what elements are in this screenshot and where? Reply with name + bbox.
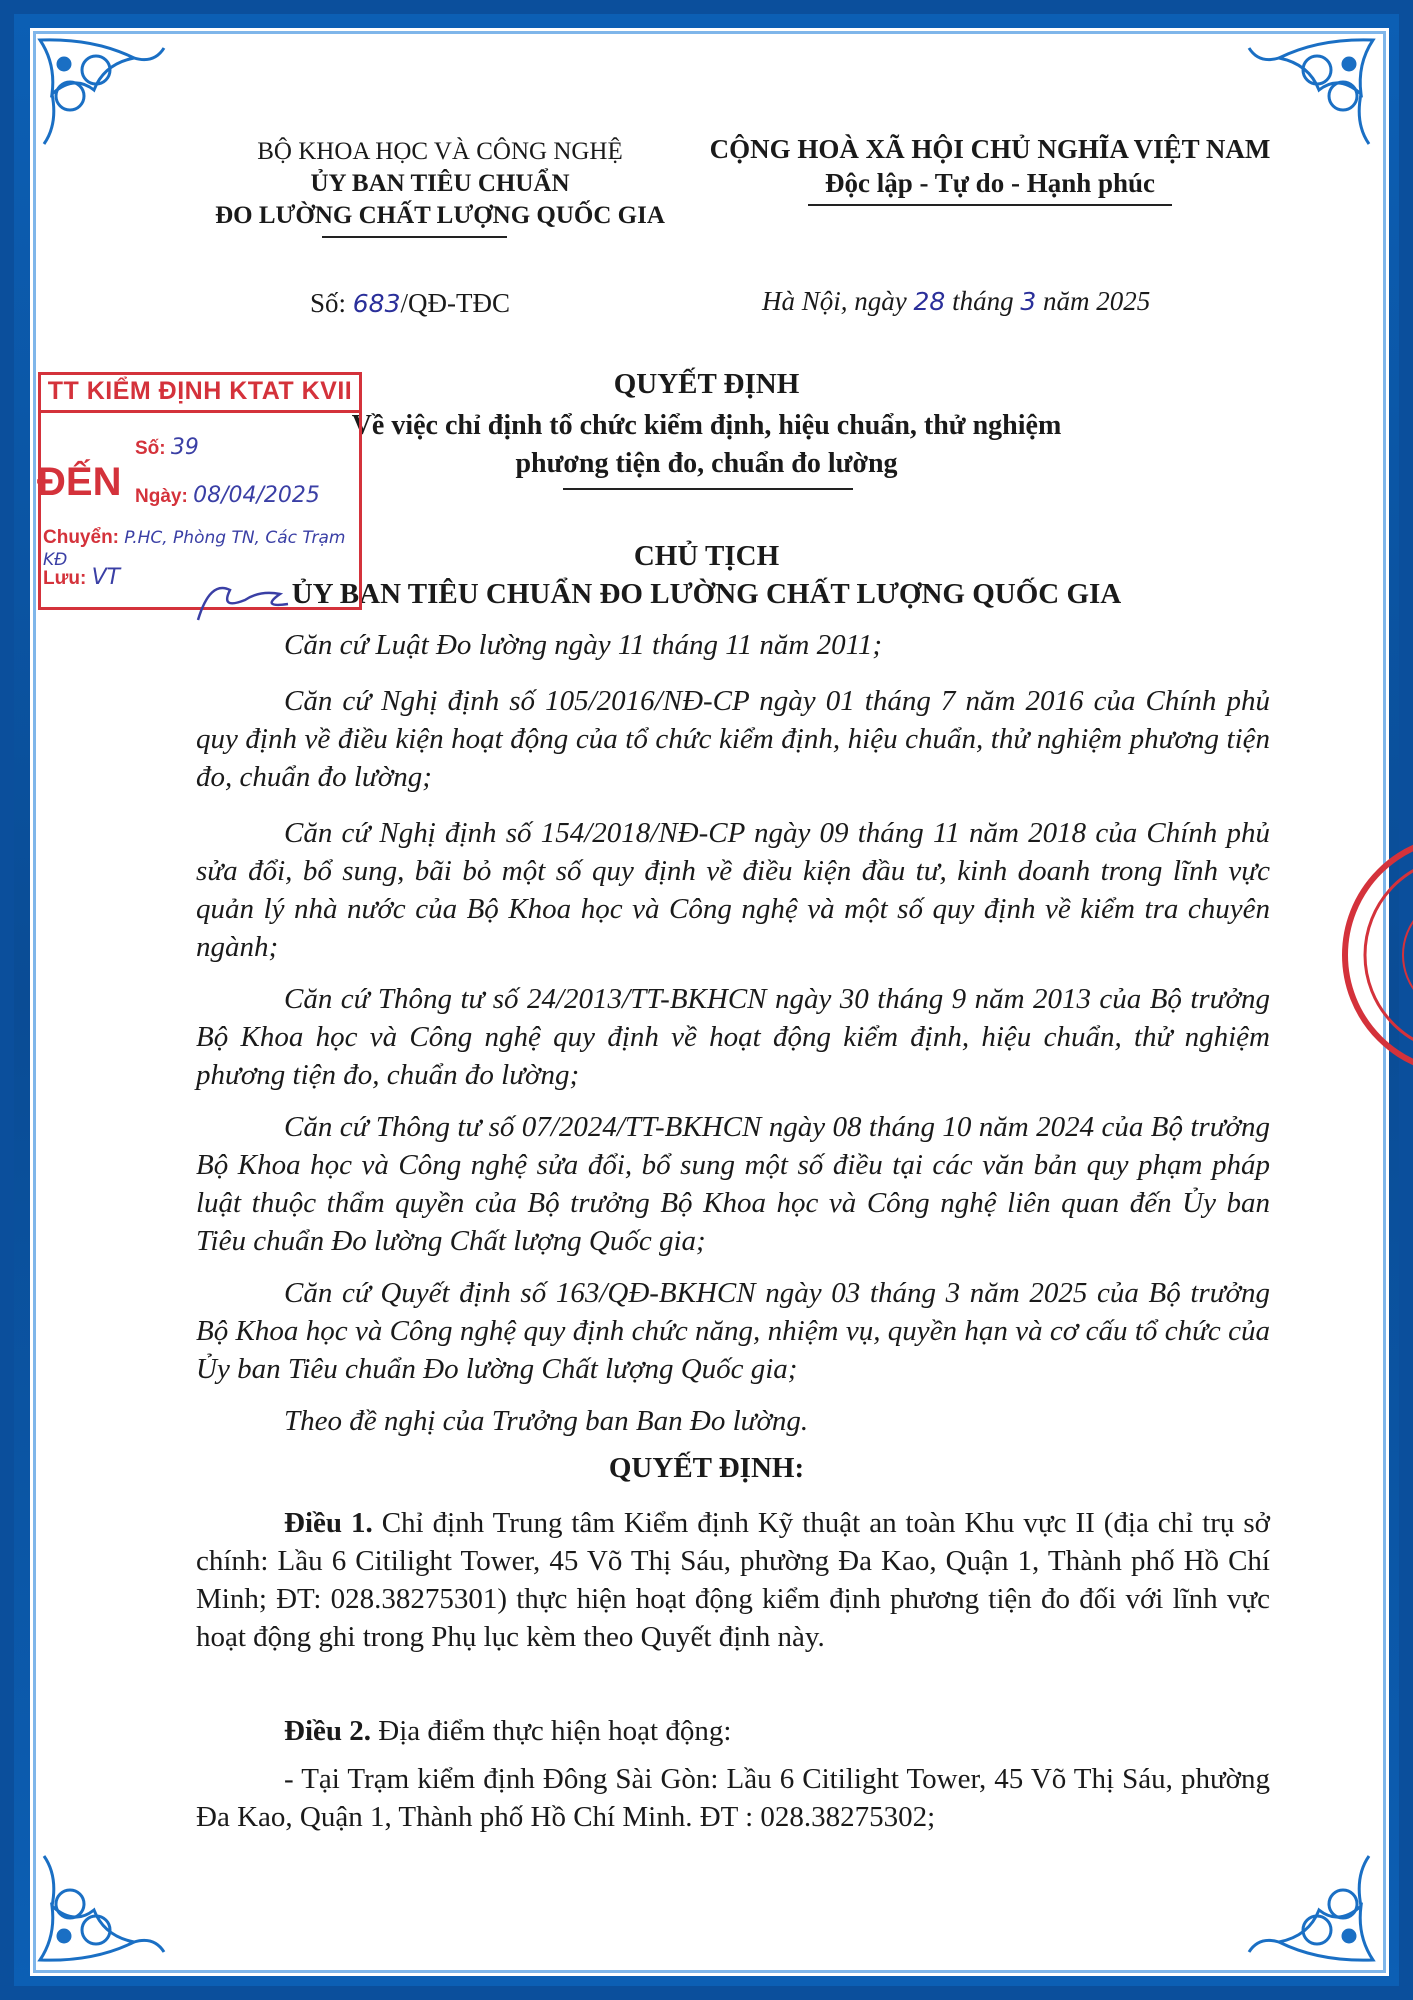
article-2 [196,1712,1270,1750]
article-2-label: Điều 2. [284,1715,371,1747]
date-place: Hà Nội, ngày [762,286,907,316]
stamp-luu-label: Lưu: [43,568,87,589]
article-1 [196,1504,1270,1656]
country-name: CỘNG HOÀ XÃ HỘI CHỦ NGHĨA VIỆT NAM [709,134,1271,164]
article-2-text: Địa điểm thực hiện hoạt động: [378,1715,732,1747]
stamp-chuyen-value: P.HC, Phòng TN, Các Trạm KĐ [43,528,346,570]
preamble-5 [196,1108,1270,1260]
signature-icon [190,560,300,630]
preamble-text: Theo đề nghị của Trưởng ban Ban Đo lường. [284,1405,809,1437]
stamp-so [135,435,199,460]
chairman-title: CHỦ TỊCH [633,540,780,572]
decision-subject-line1: Về việc chỉ định tổ chức kiểm định, hiệu chuẩn, thử nghiệm [351,410,1062,441]
article-2-item-text: - Tại Trạm kiểm định Đông Sài Gòn: Lầu 6 Citilight Tower, 45 Võ Thị Sáu, phường Đa Kao, Quận 1, Thành phố Hồ Chí Minh. ĐT : 028.38275302; [196,1763,1270,1833]
preamble-text: Căn cứ Nghị định số 154/2018/NĐ-CP ngày 09 tháng 11 năm 2018 của Chính phủ sửa đổi, bổ sung, bãi bỏ một số quy định về điều kiện đầu tư, kinh doanh trong lĩnh vực quản lý nhà nước của Bộ Khoa học và Công nghệ và một số quy định về kiểm tra chuyên ngành; [196,817,1270,963]
article-2-item [196,1760,1270,1836]
preamble-text: Căn cứ Thông tư số 07/2024/TT-BKHCN ngày 08 tháng 10 năm 2024 của Bộ trưởng Bộ Khoa học và Công nghệ sửa đổi, bổ sung một số điều tại các văn bản quy phạm pháp luật thuộc thẩm quyền của Bộ trưởng Bộ Khoa học và Công nghệ liên quan đến Ủy ban Tiêu chuẩn Đo lường Chất lượng Quốc gia; [196,1111,1270,1257]
date-month-label: tháng [952,286,1014,316]
stamp-title: TT KIỂM ĐỊNH KTAT KVII [41,377,359,413]
stamp-chuyen-label: Chuyển: [43,527,119,548]
preamble-text: Căn cứ Quyết định số 163/QĐ-BKHCN ngày 03 tháng 3 năm 2025 của Bộ trưởng Bộ Khoa học và Công nghệ quy định chức năng, nhiệm vụ, quyền hạn và cơ cấu tổ chức của Ủy ban Tiêu chuẩn Đo lường Chất lượng Quốc gia; [196,1277,1270,1385]
article-1-label: Điều 1. [284,1507,373,1539]
article-1-text: Chỉ định Trung tâm Kiểm định Kỹ thuật an toàn Khu vực II (địa chỉ trụ sở chính: Lầu 6 Citilight Tower, 45 Võ Thị Sáu, phường Đa Kao, Quận 1, Thành phố Hồ Chí Minh; ĐT: 028.38275301) thực hiện hoạt động kiểm định phương tiện đo đối với lĩnh vực hoạt động ghi trong Phụ lục kèm theo Quyết định này. [196,1507,1271,1653]
document-number [310,288,510,319]
number-value: 683 [352,289,401,318]
preamble-4 [196,980,1270,1094]
ministry-name: BỘ KHOA HỌC VÀ CÔNG NGHỆ [257,138,623,165]
stamp-ngay-value: 08/04/2025 [193,483,320,508]
stamp-den: ĐẾN [37,460,122,504]
issuer-underline [322,236,507,238]
committee-title: ỦY BAN TIÊU CHUẨN ĐO LƯỜNG CHẤT LƯỢNG QUỐC GIA [291,578,1122,610]
stamp-so-value: 39 [170,435,199,460]
committee-line1: ỦY BAN TIÊU CHUẨN [310,170,570,197]
national-motto: Độc lập - Tự do - Hạnh phúc [824,168,1156,198]
document-date [762,286,1150,317]
date-month: 3 [1020,287,1037,316]
committee-line2: ĐO LƯỜNG CHẤT LƯỢNG QUỐC GIA [215,202,665,229]
stamp-luu [43,565,120,590]
motto-underline [808,204,1172,206]
number-suffix: /QĐ-TĐC [400,288,510,318]
preamble-text: Căn cứ Thông tư số 24/2013/TT-BKHCN ngày 30 tháng 9 năm 2013 của Bộ trưởng Bộ Khoa học và Công nghệ quy định về hoạt động kiểm định, hiệu chuẩn, thử nghiệm phương tiện đo, chuẩn đo lường; [196,983,1270,1091]
preamble-2 [196,682,1270,796]
preamble-text: Căn cứ Nghị định số 105/2016/NĐ-CP ngày 01 tháng 7 năm 2016 của Chính phủ quy định về điều kiện hoạt động của tổ chức kiểm định, hiệu chuẩn, thử nghiệm phương tiện đo, chuẩn đo lường; [196,685,1270,793]
decision-subject-line2: phương tiện đo, chuẩn đo lường [515,448,898,479]
decision-heading: QUYẾT ĐỊNH: [608,1452,805,1484]
decision-title: QUYẾT ĐỊNH [613,368,800,400]
preamble-3 [196,814,1270,966]
date-day: 28 [913,287,946,316]
issuer-block [190,136,690,232]
subject-underline [563,488,853,490]
preamble-6 [196,1274,1270,1388]
preamble-7 [196,1402,1270,1440]
official-seal-icon [1333,835,1413,1075]
stamp-ngay [135,483,320,508]
stamp-so-label: Số: [135,438,166,459]
national-header [690,132,1290,200]
stamp-ngay-label: Ngày: [135,486,188,507]
stamp-luu-value: VT [91,565,121,590]
number-prefix: Số: [310,288,347,318]
preamble-text: Căn cứ Luật Đo lường ngày 11 tháng 11 năm 2011; [284,629,883,661]
date-year: năm 2025 [1042,286,1151,316]
preamble-1 [196,626,1270,664]
